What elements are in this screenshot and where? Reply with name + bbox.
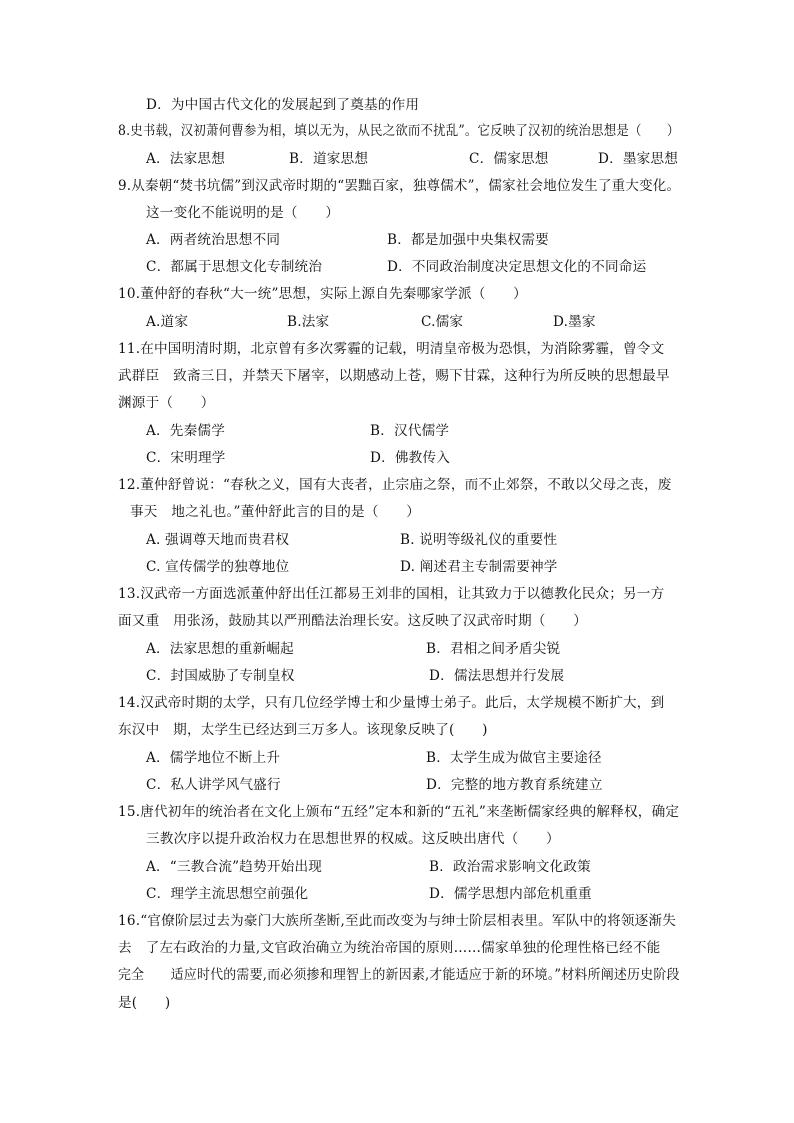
q9-stem-line-2: 这一变化不能说明的是（ ） <box>146 205 340 221</box>
q9-option-b: B．都是加强中央集权需要 <box>387 232 549 248</box>
q10-stem: 10.董仲舒的春秋“大一统”思想，实际上源自先秦哪家学派（ ） <box>118 286 527 302</box>
q11-option-b: B．汉代儒学 <box>370 423 450 439</box>
q10-option-b: B.法家 <box>287 314 330 330</box>
q10-option-d: D.墨家 <box>553 314 596 330</box>
q14-stem-line-1: 14.汉武帝时期的太学，只有几位经学博士和少量博士弟子。此后，太学规模不断扩大，到 <box>118 695 665 711</box>
q13-stem-line-1: 13.汉武帝一方面选派董仲舒出任江都易王刘非的国相，让其致力于以德教化民众；另一方 <box>118 586 665 602</box>
q9-option-c: C．都属于思想文化专制统治 <box>146 259 323 275</box>
q12-option-c: C. 宣传儒学的独尊地位 <box>146 559 290 575</box>
q8-option-b: B．道家思想 <box>289 151 369 167</box>
q15-stem-line-1: 15.唐代初年的统治者在文化上颁布“五经”定本和新的“五礼”来垄断儒家经典的解释权，确定 <box>118 804 680 820</box>
q12-stem-line-2: 事天 地之礼也。”董仲舒此言的目的是（ ） <box>130 504 421 520</box>
q13-option-d: D．儒法思想并行发展 <box>429 668 565 684</box>
q8-stem: 8.史书载，汉初萧何曹参为相，填以无为，从民之欲而不扰乱”。它反映了汉初的统治思想是（ ） <box>118 123 680 139</box>
q11-option-c: C．宋明理学 <box>146 450 226 466</box>
q15-stem-line-2: 三教次序以提升政治权力在思想世界的权威。这反映出唐代（ ） <box>146 831 560 847</box>
q10-option-c: C.儒家 <box>421 314 464 330</box>
q9-option-d: D．不同政治制度决定思想文化的不同命运 <box>387 259 647 275</box>
q14-stem-line-2: 东汉中 期，太学生已经达到三万多人。该现象反映了( ) <box>118 722 488 738</box>
q8-option-d: D．墨家思想 <box>598 151 679 167</box>
q9-option-a: A．两者统治思想不同 <box>146 232 281 248</box>
q11-stem-line-3: 渊源于（ ） <box>118 395 215 411</box>
q14-option-a: A．儒学地位不断上升 <box>146 750 281 766</box>
q12-stem-line-1: 12.董仲舒曾说：“春秋之义，国有大丧者，止宗庙之祭，而不止郊祭，不敢以父母之丧，废 <box>118 477 672 493</box>
q14-option-b: B．太学生成为做官主要途径 <box>426 750 602 766</box>
q7-option-d: D．为中国古代文化的发展起到了奠基的作用 <box>146 97 420 113</box>
q12-option-d: D. 阐述君主专制需要神学 <box>400 559 558 575</box>
q8-option-a: A．法家思想 <box>146 151 225 167</box>
q15-option-a: A．“三教合流”趋势开始出现 <box>146 859 323 875</box>
q13-option-a: A．法家思想的重新崛起 <box>146 641 294 657</box>
q9-stem-line-1: 9.从秦朝“焚书坑儒”到汉武帝时期的“罢黜百家，独尊儒术”，儒家社会地位发生了重大变化。 <box>118 178 681 194</box>
q12-option-b: B. 说明等级礼仪的重要性 <box>400 532 558 548</box>
q13-option-c: C．封国威胁了专制皇权 <box>146 668 295 684</box>
q16-stem-line-1: 16.“官僚阶层过去为豪门大族所垄断,至此而改变为与绅士阶层相表里。军队中的将领逐渐失 <box>118 913 677 929</box>
q16-stem-line-3: 完全 适应时代的需要,而必须掺和理智上的新因素,才能适应于新的环境。”材料所阐述历史阶段 <box>118 967 680 983</box>
q12-option-a: A. 强调尊天地而贵君权 <box>146 532 290 548</box>
q10-option-a: A.道家 <box>146 314 189 330</box>
q14-option-c: C．私人讲学风气盛行 <box>146 777 281 793</box>
q16-stem-line-2: 去 了左右政治的力量,文官政治确立为统治帝国的原则……儒家单独的伦理性格已经不能 <box>118 940 661 956</box>
q15-option-c: C．理学主流思想空前强化 <box>146 886 309 902</box>
q13-stem-line-2: 面又重 用张汤，鼓励其以严刑酷法治理长安。这反映了汉武帝时期（ ） <box>118 613 587 629</box>
q16-stem-line-4: 是( ) <box>118 995 171 1011</box>
q13-option-b: B．君相之间矛盾尖锐 <box>426 641 561 657</box>
q11-stem-line-1: 11.在中国明清时期，北京曾有多次雾霾的记载，明清皇帝极为恐惧，为消除雾霾，曾令文 <box>118 341 665 357</box>
q11-stem-line-2: 武群臣 致斋三日，并禁天下屠宰，以期感动上苍，赐下甘霖，这种行为所反映的思想最早 <box>118 368 670 384</box>
q15-option-b: B．政治需求影响文化政策 <box>429 859 591 875</box>
q11-option-d: D．佛教传入 <box>370 450 451 466</box>
q15-option-d: D．儒学思想内部危机重重 <box>429 886 592 902</box>
q8-option-c: C．儒家思想 <box>469 151 549 167</box>
q14-option-d: D．完整的地方教育系统建立 <box>426 777 603 793</box>
q11-option-a: A．先秦儒学 <box>146 423 225 439</box>
